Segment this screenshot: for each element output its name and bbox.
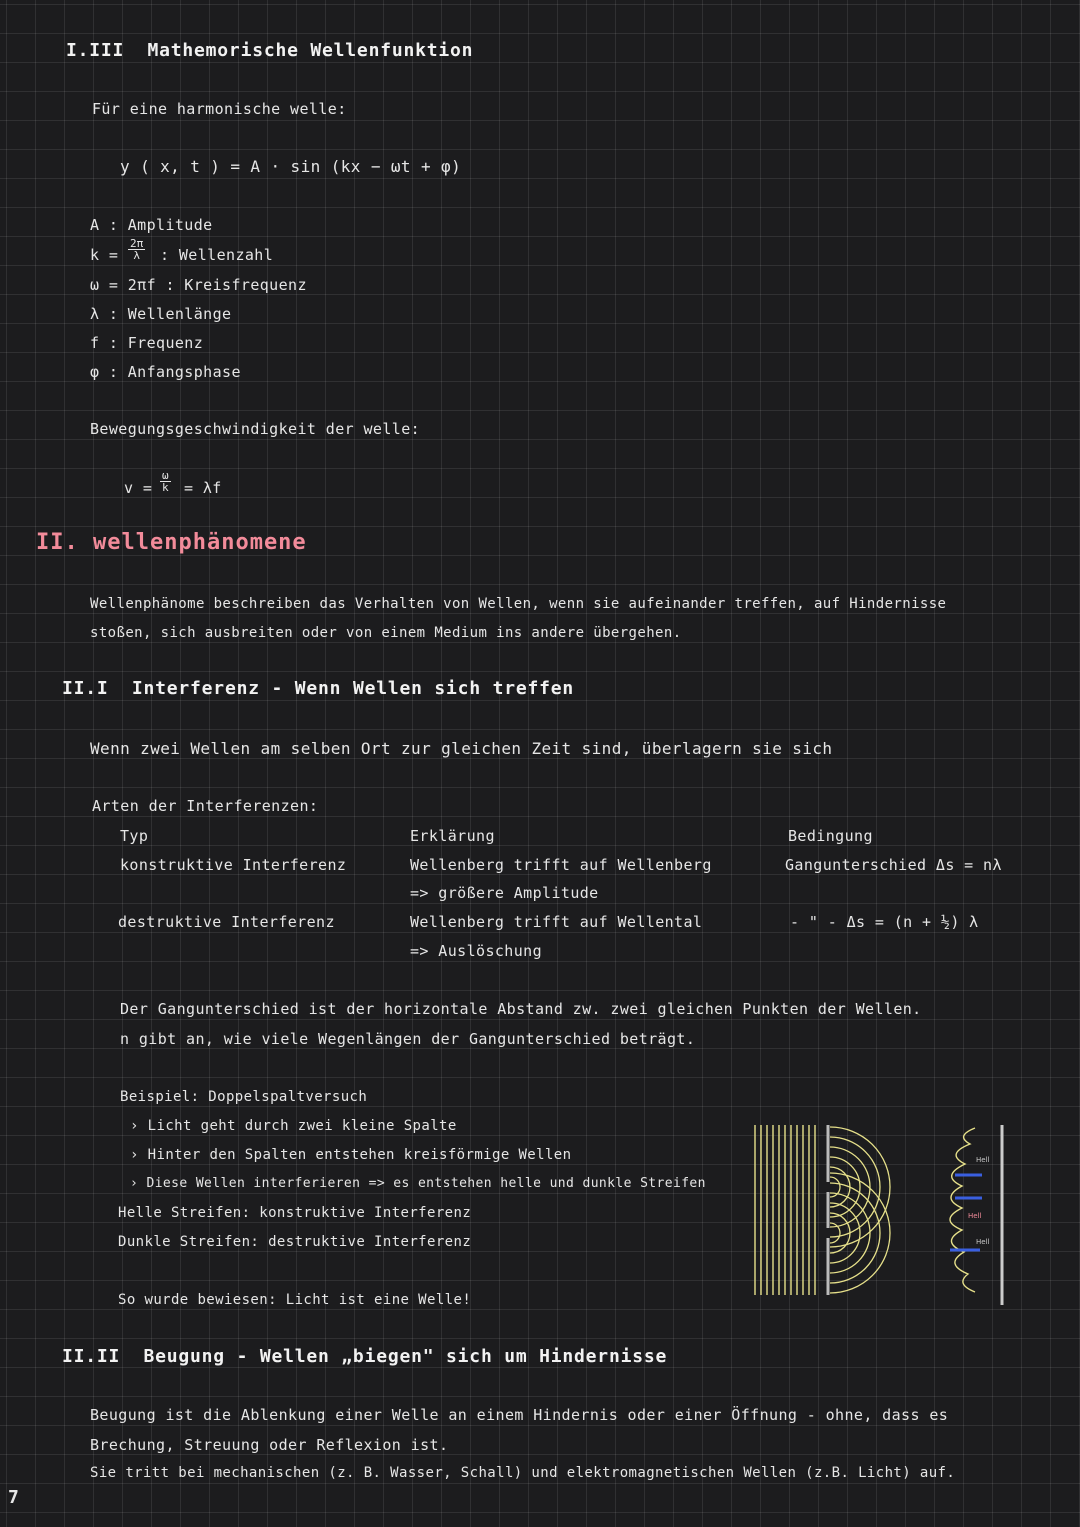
row-destructive-condition: - " - Δs = (n + ½) λ <box>790 913 979 931</box>
label-bright-1: Hell <box>976 1156 990 1164</box>
fraction-numerator: 2π <box>130 237 144 250</box>
wave-formula: y ( x, t ) = A · sin (kx − ωt + φ) <box>120 157 462 176</box>
definition-wavenumber-prefix: k = <box>90 246 119 264</box>
circular-waves <box>830 1127 890 1293</box>
speed-label: Bewegungsgeschwindigkeit der welle: <box>90 420 421 438</box>
section-heading-1-3 <box>66 40 473 61</box>
row-constructive-expl1: Wellenberg trifft auf Wellenberg <box>410 856 712 874</box>
row-destructive-expl1: Wellenberg trifft auf Wellental <box>410 913 703 931</box>
speed-rhs: = λf <box>184 479 222 497</box>
bullet-text: Diese Wellen interferieren => es entstehen helle und dunkle Streifen <box>146 1176 706 1191</box>
section-title: Beugung - Wellen „biegen" sich um Hindernisse <box>143 1346 668 1367</box>
diffraction-line-1: Beugung ist die Ablenkung einer Welle an einem Hindernis oder einer Öffnung - ohne, dass es <box>90 1406 949 1424</box>
row-constructive-expl2: => größere Amplitude <box>410 884 599 902</box>
label-bright-2: Hell <box>968 1212 982 1220</box>
bullet-1: › Licht geht durch zwei kleine Spalte <box>130 1118 457 1134</box>
fraction-denominator: λ <box>133 249 140 262</box>
path-difference-note-2: n gibt an, wie viele Wegenlängen der Gangunterschied beträgt. <box>120 1030 696 1048</box>
definition-wavelength: λ : Wellenlänge <box>90 305 232 323</box>
double-slit-diagram <box>750 1120 1010 1310</box>
bullet-3: › Diese Wellen interferieren => es entstehen helle und dunkle Streifen <box>130 1176 706 1191</box>
bright-fringes: Helle Streifen: konstruktive Interferenz <box>118 1205 472 1221</box>
example-label: Beispiel: Doppelspaltversuch <box>120 1089 368 1105</box>
definition-phase: φ : Anfangsphase <box>90 363 241 381</box>
label-bright-3: Hell <box>976 1238 990 1246</box>
dark-fringes: Dunkle Streifen: destruktive Interferenz <box>118 1234 472 1250</box>
path-difference-note-1: Der Gangunterschied ist der horizontale Abstand zw. zwei gleichen Punkten der Wellen. <box>120 1000 922 1018</box>
table-header-condition: Bedingung <box>788 827 873 845</box>
incoming-wavefronts <box>755 1125 815 1295</box>
section-heading-2 <box>36 530 307 555</box>
speed-fraction <box>160 470 171 493</box>
row-destructive-type: destruktive Interferenz <box>118 913 335 931</box>
interference-intro: Wenn zwei Wellen am selben Ort zur gleichen Zeit sind, überlagern sie sich <box>90 739 833 758</box>
table-header-type: Typ <box>120 827 149 845</box>
definition-frequency: f : Frequenz <box>90 334 204 352</box>
definition-angular-frequency: ω = 2πf : Kreisfrequenz <box>90 276 307 294</box>
bullet-text: Hinter den Spalten entstehen kreisförmige Wellen <box>147 1147 572 1163</box>
section-number: II.II <box>62 1346 121 1367</box>
bullet-text: Licht geht durch zwei kleine Spalte <box>147 1118 457 1134</box>
section2-description-line2: stoßen, sich ausbreiten oder von einem Medium ins andere übergehen. <box>90 625 682 641</box>
row-constructive-condition: Gangunterschied Δs = nλ <box>785 856 1002 874</box>
intro-text: Für eine harmonische welle: <box>92 100 347 118</box>
row-constructive-type: konstruktive Interferenz <box>120 856 347 874</box>
section-number: I.III <box>66 40 125 61</box>
row-destructive-expl2: => Auslöschung <box>410 942 543 960</box>
page-number: 7 <box>8 1487 20 1508</box>
section2-description-line1: Wellenphänome beschreiben das Verhalten von Wellen, wenn sie aufeinander treffen, auf Hindernisse <box>90 596 947 612</box>
intensity-curve <box>950 1128 975 1292</box>
section-heading-2-2 <box>62 1346 667 1367</box>
speed-lhs: v = <box>124 479 153 497</box>
diffraction-line-3: Sie tritt bei mechanischen (z. B. Wasser, Schall) und elektromagnetischen Wellen (z.B. Licht) auf. <box>90 1465 956 1481</box>
fraction-numerator: ω <box>162 469 169 482</box>
definition-wavenumber: : Wellenzahl <box>160 246 274 264</box>
definition-amplitude: A : Amplitude <box>90 216 213 234</box>
section-number: II. <box>36 530 79 555</box>
section-title: wellenphänomene <box>93 530 307 555</box>
conclusion: So wurde bewiesen: Licht ist eine Welle! <box>118 1292 472 1308</box>
section-heading-2-1 <box>62 678 574 699</box>
section-title: Interferenz - Wenn Wellen sich treffen <box>131 678 575 699</box>
table-header-explanation: Erklärung <box>410 827 495 845</box>
fraction-denominator: k <box>162 481 169 494</box>
interference-types-label: Arten der Interferenzen: <box>92 797 319 815</box>
wavenumber-fraction <box>128 238 145 261</box>
section-number: II.I <box>62 678 109 699</box>
diffraction-line-2: Brechung, Streuung oder Reflexion ist. <box>90 1436 449 1454</box>
bullet-2: › Hinter den Spalten entstehen kreisförmige Wellen <box>130 1147 572 1163</box>
section-title: Mathemorische Wellenfunktion <box>147 40 474 61</box>
